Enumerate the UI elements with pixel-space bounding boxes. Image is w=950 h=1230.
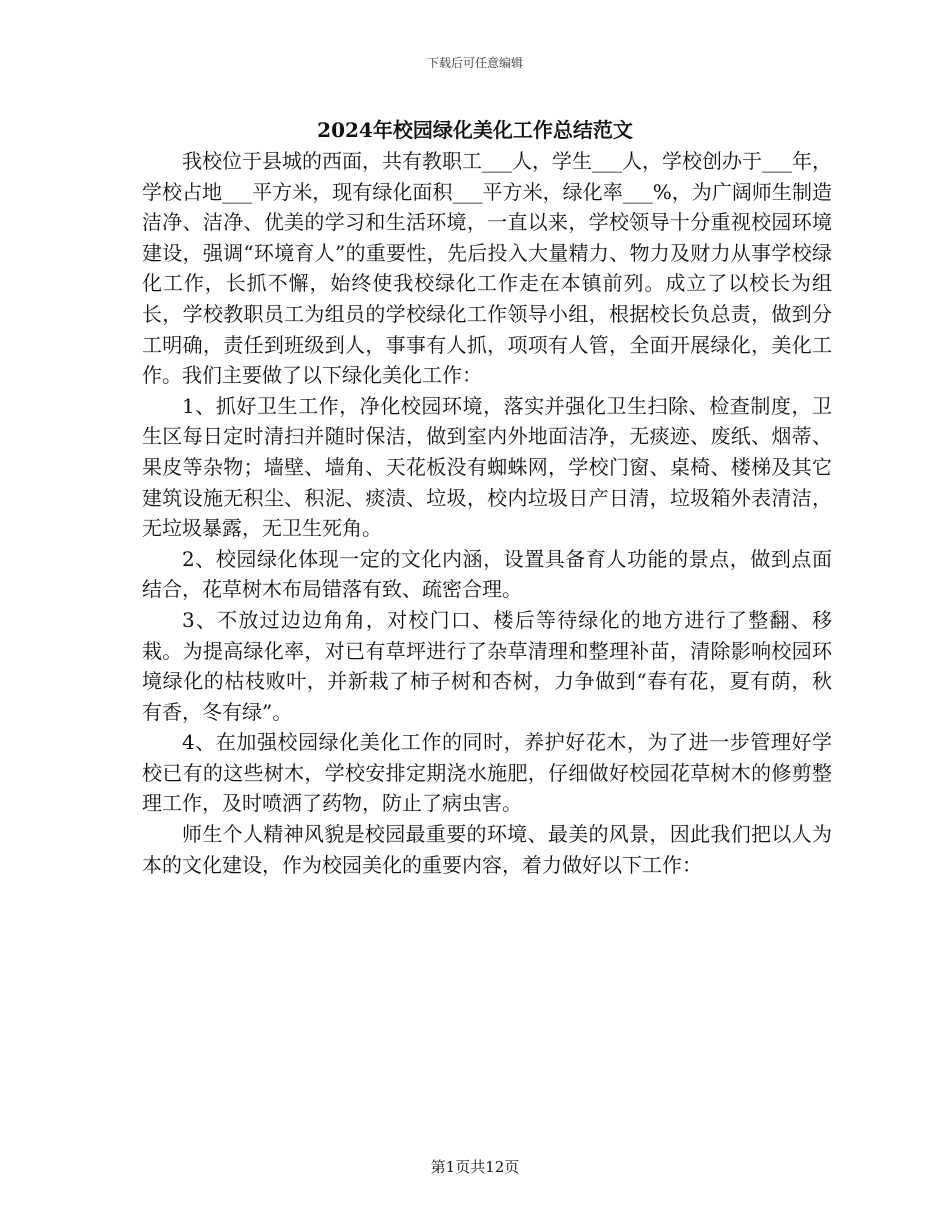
- page-header-note: 下载后可任意编辑: [426, 56, 523, 70]
- paragraph-item-1: 1、抓好卫生工作，净化校园环境，落实并强化卫生扫除、检查制度，卫生区每日定时清扫并随时保洁，做到室内外地面洁净，无痰迹、废纸、烟蒂、果皮等杂物；墙壁、墙角、天花板没有蜘蛛网，学校门窗、桌椅、楼梯及其它建筑设施无积尘、积泥、痰渍、垃圾，校内垃圾日产日清，垃圾箱外表清洁，无垃圾暴露，无卫生死角。: [142, 393, 832, 541]
- paragraph-intro: 我校位于县城的西面，共有教职工___人，学生___人，学校创办于___年，学校占地___平方米，现有绿化面积___平方米，绿化率___%，为广阔师生制造洁净、洁净、优美的学习和生活环境，一直以来，学校领导十分重视校园环境建设，强调“环境育人”的重要性，先后投入大量精力、物力及财力从事学校绿化工作，长抓不懈，始终使我校绿化工作走在本镇前列。成立了以校长为组长，学校教职员工为组员的学校绿化工作领导小组，根据校长负总责，做到分工明确，责任到班级到人，事事有人抓，项项有人管，全面开展绿化，美化工作。我们主要做了以下绿化美化工作：: [142, 149, 832, 388]
- document-title: 2024年校园绿化美化工作总结范文: [317, 118, 633, 142]
- document-body: [142, 146, 832, 880]
- paragraph-item-3: 3、不放过边边角角，对校门口、楼后等待绿化的地方进行了整翻、移栽。为提高绿化率，对已有草坪进行了杂草清理和整理补苗，清除影响校园环境绿化的枯枝败叶，并新栽了柿子树和杏树，力争做到“春有花，夏有荫，秋有香，冬有绿”。: [142, 607, 832, 724]
- paragraph-item-4: 4、在加强校园绿化美化工作的同时，养护好花木，为了进一步管理好学校已有的这些树木，学校安排定期浇水施肥，仔细做好校园花草树木的修剪整理工作，及时喷洒了药物，防止了病虫害。: [142, 730, 832, 816]
- paragraph-closing: 师生个人精神风貌是校园最重要的环境、最美的风景，因此我们把以人为本的文化建设，作为校园美化的重要内容，着力做好以下工作：: [142, 822, 832, 877]
- page-footer: 第1页共12页: [430, 1158, 520, 1176]
- paragraph-item-2: 2、校园绿化体现一定的文化内涵，设置具备育人功能的景点，做到点面结合，花草树木布局错落有致、疏密合理。: [142, 546, 832, 602]
